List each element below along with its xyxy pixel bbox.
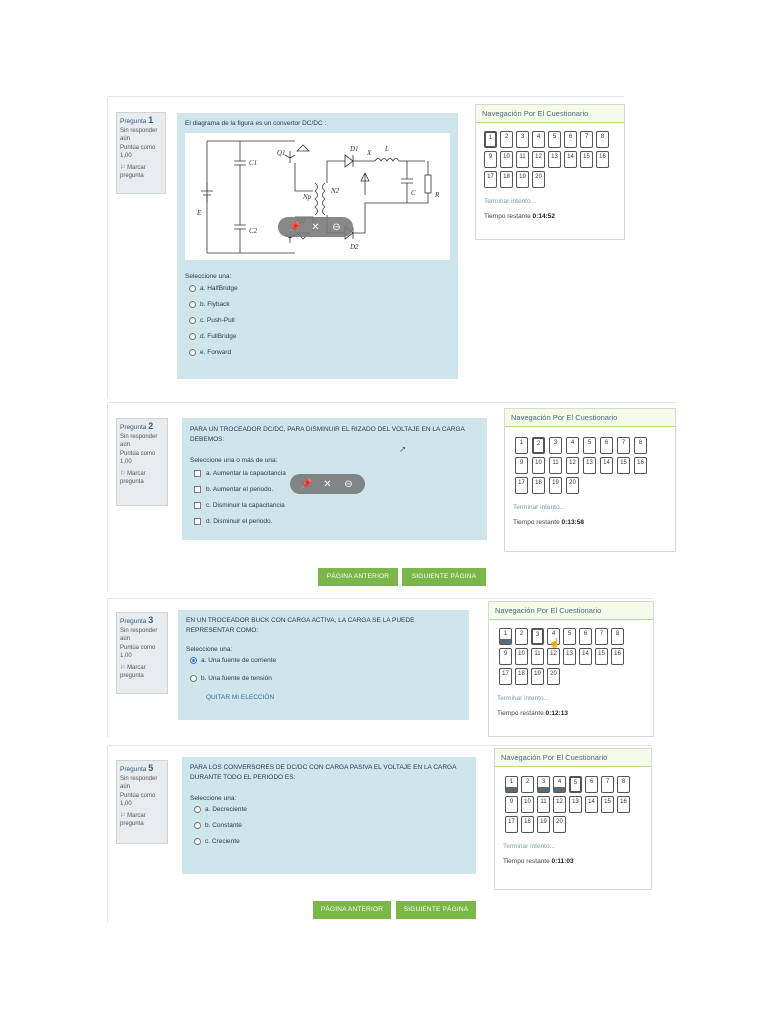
radio-button[interactable] xyxy=(189,285,196,292)
nav-button-10[interactable]: 10 xyxy=(515,648,528,665)
question-prompt: Seleccione una: xyxy=(190,795,237,802)
nav-button-12[interactable]: 12 xyxy=(532,151,545,168)
nav-button-9[interactable]: 9 xyxy=(505,796,518,813)
question-prompt: Seleccione una: xyxy=(186,646,233,653)
checkbox[interactable] xyxy=(194,502,201,509)
nav-button-8[interactable]: 8 xyxy=(596,131,609,148)
option-a[interactable]: a. Aumentar la capacitancia xyxy=(194,470,479,477)
option-c[interactable]: c. Push-Pull xyxy=(189,317,450,324)
nav-button-13[interactable]: 13 xyxy=(563,648,576,665)
nav-button-20[interactable]: 20 xyxy=(547,668,560,685)
nav-button-5[interactable]: 5 xyxy=(569,776,582,793)
question-3-info: Pregunta 3 Sin responder aún Puntúa como 1,00 ⚐ Marcar pregunta xyxy=(116,612,168,694)
label-c: C xyxy=(411,189,416,197)
quiz-navigation-5 xyxy=(494,748,652,890)
minus-circle-icon[interactable]: ⊖ xyxy=(332,221,341,233)
nav-button-7[interactable]: 7 xyxy=(580,131,593,148)
time-remaining: Tiempo restante 0:11:03 xyxy=(503,858,574,865)
option-a[interactable]: a. Decreciente xyxy=(194,806,468,813)
checkbox[interactable] xyxy=(194,486,201,493)
question-text: PARA LOS CONVERSORES DE DC/DC CON CARGA PASIVA EL VOLTAJE EN LA CARGA DURANTE TODO EL PERIODO ES: xyxy=(190,764,457,781)
radio-button[interactable] xyxy=(194,806,201,813)
option-c[interactable]: c. Disminuir la capacitancia xyxy=(194,502,479,509)
option-d[interactable]: d. Disminuir el periodo. xyxy=(194,518,479,525)
checkbox[interactable] xyxy=(194,470,201,477)
finish-attempt-link[interactable]: Terminar intento... xyxy=(503,843,556,850)
circuit-diagram xyxy=(185,133,450,260)
option-e[interactable]: e. Forward xyxy=(189,349,450,356)
nav-button-18[interactable]: 18 xyxy=(500,171,513,188)
nav-button-15[interactable]: 15 xyxy=(595,648,608,665)
nav-button-20[interactable]: 20 xyxy=(566,477,579,494)
label-d2: D2 xyxy=(350,243,359,251)
nav-button-17[interactable]: 17 xyxy=(499,668,512,685)
nav-button-16[interactable]: 16 xyxy=(617,796,630,813)
cursor-icon: ➚ xyxy=(399,444,407,454)
question-3-content xyxy=(178,610,469,720)
nav-button-15[interactable]: 15 xyxy=(617,457,630,474)
nav-button-7[interactable]: 7 xyxy=(601,776,614,793)
question-text: EN UN TROCEADOR BUCK CON CARGA ACTIVA, LA CARGA SE LA PUEDE REPRESENTAR COMO: xyxy=(186,617,415,634)
nav-button-15[interactable]: 15 xyxy=(601,796,614,813)
nav-button-4[interactable]: 4 xyxy=(547,628,560,645)
quiz-navigation-1 xyxy=(475,104,625,240)
quiz-navigation-3 xyxy=(488,601,654,737)
nav-button-10[interactable]: 10 xyxy=(532,457,545,474)
circuit-svg xyxy=(185,133,450,260)
nav-button-8[interactable]: 8 xyxy=(617,776,630,793)
nav-button-13[interactable]: 13 xyxy=(569,796,582,813)
label-d1: D1 xyxy=(350,145,359,153)
nav-grid xyxy=(505,776,651,833)
option-a[interactable]: a. HalfBridge xyxy=(189,285,450,292)
flag-icon: ⚐ xyxy=(120,471,126,477)
nav-title: Navegación Por El Cuestionario xyxy=(489,602,653,620)
label-r: R xyxy=(435,191,440,199)
nav-button-15[interactable]: 15 xyxy=(580,151,593,168)
nav-button-16[interactable]: 16 xyxy=(634,457,647,474)
nav-button-2[interactable]: 2 xyxy=(515,628,528,645)
radio-button[interactable] xyxy=(189,333,196,340)
nav-button-19[interactable]: 19 xyxy=(531,668,544,685)
nav-button-2[interactable]: 2 xyxy=(500,131,513,148)
flag-icon: ⚐ xyxy=(120,813,126,819)
time-remaining: Tiempo restante 0:12:13 xyxy=(497,710,568,717)
nav-button-1[interactable]: 1 xyxy=(515,437,528,454)
nav-button-11[interactable]: 11 xyxy=(537,796,550,813)
nav-button-6[interactable]: 6 xyxy=(579,628,592,645)
question-prompt: Seleccione una: xyxy=(185,273,232,280)
nav-button-7[interactable]: 7 xyxy=(595,628,608,645)
nav-button-16[interactable]: 16 xyxy=(611,648,624,665)
nav-button-3[interactable]: 3 xyxy=(537,776,550,793)
nav-button-1[interactable]: 1 xyxy=(484,131,497,148)
nav-button-13[interactable]: 13 xyxy=(548,151,561,168)
label-l: L xyxy=(385,145,389,153)
option-b[interactable]: b. Constante xyxy=(194,822,468,829)
nav-button-9[interactable]: 9 xyxy=(484,151,497,168)
nav-button-5[interactable]: 5 xyxy=(563,628,576,645)
nav-button-5[interactable]: 5 xyxy=(583,437,596,454)
option-b[interactable]: b. Una fuente de tensión xyxy=(190,675,461,682)
nav-button-20[interactable]: 20 xyxy=(553,816,566,833)
flag-icon: ⚐ xyxy=(120,665,126,671)
nav-button-2[interactable]: 2 xyxy=(532,437,545,454)
question-1-info xyxy=(116,112,166,194)
nav-button-19[interactable]: 19 xyxy=(549,477,562,494)
radio-button[interactable] xyxy=(194,822,201,829)
label-ns: N2 xyxy=(331,187,340,195)
nav-button-11[interactable]: 11 xyxy=(516,151,529,168)
nav-button-14[interactable]: 14 xyxy=(600,457,613,474)
nav-button-12[interactable]: 12 xyxy=(547,648,560,665)
nav-button-1[interactable]: 1 xyxy=(499,628,512,645)
option-d[interactable]: d. FullBridge xyxy=(189,333,450,340)
question-label: Pregunta xyxy=(120,118,147,125)
checkbox[interactable] xyxy=(194,518,201,525)
label-c2: C2 xyxy=(249,227,258,235)
pin-icon[interactable]: 📌 xyxy=(300,478,313,490)
finish-attempt-link[interactable]: Terminar intento... xyxy=(484,198,537,205)
nav-grid xyxy=(515,437,675,494)
nav-button-3[interactable]: 3 xyxy=(516,131,529,148)
option-b[interactable]: b. Flyback xyxy=(189,301,450,308)
nav-button-19[interactable]: 19 xyxy=(537,816,550,833)
nav-button-4[interactable]: 4 xyxy=(566,437,579,454)
nav-button-14[interactable]: 14 xyxy=(585,796,598,813)
label-q1: Q1 xyxy=(277,149,286,157)
minus-circle-icon[interactable]: ⊖ xyxy=(344,478,353,490)
nav-button-9[interactable]: 9 xyxy=(499,648,512,665)
mute-icon[interactable]: ✕ xyxy=(323,478,332,490)
label-x: X xyxy=(367,149,372,157)
question-status: Sin responder aún xyxy=(120,128,158,142)
question-points: Puntúa como 1,00 xyxy=(120,145,156,159)
time-remaining: Tiempo restante 0:13:58 xyxy=(513,519,584,526)
previous-page-button[interactable]: PÁGINA ANTERIOR xyxy=(318,568,398,586)
flag-icon: ⚐ xyxy=(120,165,126,171)
nav-button-18[interactable]: 18 xyxy=(532,477,545,494)
question-text: El diagrama de la figura es un convertor DC/DC : xyxy=(185,120,327,127)
radio-button-selected[interactable] xyxy=(190,657,197,664)
nav-grid xyxy=(499,628,653,685)
label-c1: C1 xyxy=(249,159,258,167)
nav-title: Navegación Por El Cuestionario xyxy=(476,105,624,123)
flag-question-link[interactable]: ⚐ Marcar pregunta xyxy=(120,813,146,827)
finish-attempt-link[interactable]: Terminar intento... xyxy=(497,695,550,702)
clear-choice-link[interactable]: QUITAR MI ELECCIÓN xyxy=(206,694,275,701)
nav-button-4[interactable]: 4 xyxy=(532,131,545,148)
question-2-info: Pregunta 2 Sin responder aún Puntúa como 1,00 ⚐ Marcar pregunta xyxy=(116,418,168,506)
flag-question-link[interactable]: ⚐ Marcar pregunta xyxy=(120,665,146,679)
nav-button-17[interactable]: 17 xyxy=(484,171,497,188)
nav-button-14[interactable]: 14 xyxy=(564,151,577,168)
nav-button-8[interactable]: 8 xyxy=(634,437,647,454)
nav-button-7[interactable]: 7 xyxy=(617,437,630,454)
label-e: E xyxy=(197,209,202,217)
pin-icon[interactable]: 📌 xyxy=(288,221,301,233)
nav-button-2[interactable]: 2 xyxy=(521,776,534,793)
nav-button-16[interactable]: 16 xyxy=(596,151,609,168)
question-5-content xyxy=(182,757,476,874)
radio-button[interactable] xyxy=(189,349,196,356)
time-remaining: Tiempo restante 0:14:52 xyxy=(484,213,555,220)
flag-question-link[interactable]: ⚐ Marcar pregunta xyxy=(120,471,146,485)
radio-button[interactable] xyxy=(189,317,196,324)
question-prompt: Seleccione una o más de una: xyxy=(190,457,278,464)
question-5-info: Pregunta 5 Sin responder aún Puntúa como 1,00 ⚐ Marcar pregunta xyxy=(116,760,168,844)
question-number: 1 xyxy=(148,115,154,125)
nav-button-11[interactable]: 11 xyxy=(549,457,562,474)
nav-button-17[interactable]: 17 xyxy=(515,477,528,494)
nav-button-12[interactable]: 12 xyxy=(553,796,566,813)
nav-button-20[interactable]: 20 xyxy=(532,171,545,188)
nav-grid xyxy=(484,131,624,188)
media-overlay-toolbar[interactable] xyxy=(278,217,353,237)
nav-button-3[interactable]: 3 xyxy=(531,628,544,645)
next-page-button[interactable]: SIGUIENTE PÁGINA xyxy=(402,568,486,586)
nav-title: Navegación Por El Cuestionario xyxy=(505,409,675,427)
nav-button-18[interactable]: 18 xyxy=(515,668,528,685)
nav-button-13[interactable]: 13 xyxy=(583,457,596,474)
option-a[interactable]: a. Una fuente de corriente xyxy=(190,657,461,664)
nav-button-4[interactable]: 4 xyxy=(553,776,566,793)
nav-button-11[interactable]: 11 xyxy=(531,648,544,665)
nav-button-10[interactable]: 10 xyxy=(500,151,513,168)
nav-button-19[interactable]: 19 xyxy=(516,171,529,188)
nav-button-6[interactable]: 6 xyxy=(600,437,613,454)
nav-button-12[interactable]: 12 xyxy=(566,457,579,474)
nav-button-18[interactable]: 18 xyxy=(521,816,534,833)
nav-button-3[interactable]: 3 xyxy=(549,437,562,454)
nav-title: Navegación Por El Cuestionario xyxy=(495,749,651,767)
label-np: Np xyxy=(303,193,312,201)
nav-button-9[interactable]: 9 xyxy=(515,457,528,474)
mute-icon[interactable]: ✕ xyxy=(311,221,320,233)
previous-page-button[interactable]: PÁGINA ANTERIOR xyxy=(313,901,391,919)
nav-button-6[interactable]: 6 xyxy=(564,131,577,148)
option-b[interactable]: b. Aumentar el periodo. xyxy=(194,486,479,493)
nav-button-10[interactable]: 10 xyxy=(521,796,534,813)
quiz-navigation-2 xyxy=(504,408,676,552)
next-page-button[interactable]: SIGUIENTE PÁGINA xyxy=(396,901,476,919)
nav-button-6[interactable]: 6 xyxy=(585,776,598,793)
radio-button[interactable] xyxy=(190,675,197,682)
question-text: PARA UN TROCEADOR DC/DC, PARA DISMINUIR EL RIZADO DEL VOLTAJE EN LA CARGA DEBEMOS: xyxy=(190,426,465,443)
flag-question-link[interactable]: ⚐ Marcar pregunta xyxy=(120,165,146,179)
nav-button-8[interactable]: 8 xyxy=(611,628,624,645)
nav-button-17[interactable]: 17 xyxy=(505,816,518,833)
nav-button-5[interactable]: 5 xyxy=(548,131,561,148)
radio-button[interactable] xyxy=(194,838,201,845)
media-overlay-toolbar[interactable] xyxy=(290,474,365,494)
cursor-icon: ☝ xyxy=(549,638,561,648)
finish-attempt-link[interactable]: Terminar intento... xyxy=(513,504,566,511)
option-c[interactable]: c. Creciente xyxy=(194,838,468,845)
radio-button[interactable] xyxy=(189,301,196,308)
nav-button-1[interactable]: 1 xyxy=(505,776,518,793)
nav-button-14[interactable]: 14 xyxy=(579,648,592,665)
